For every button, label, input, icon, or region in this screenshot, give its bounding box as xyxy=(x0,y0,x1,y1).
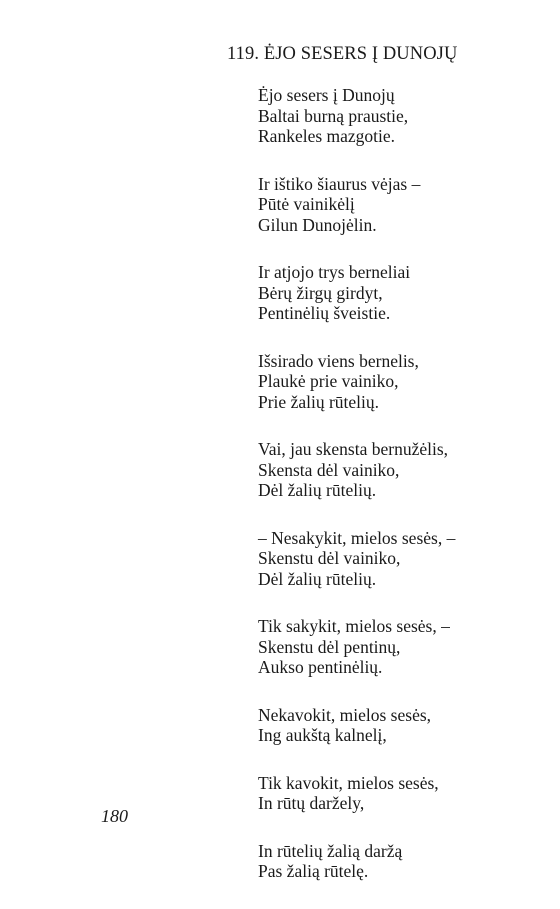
verse-line: Ir ištiko šiaurus vėjas – xyxy=(258,173,421,194)
verse-line: Vai, jau skensta bernužėlis, xyxy=(258,439,449,459)
verse-line: Skenstu dėl pentinų, xyxy=(258,636,401,657)
stanza xyxy=(258,174,548,236)
verse-line: Ir atjojo trys berneliai xyxy=(258,262,411,282)
verse-line: Plaukė prie vainiko, xyxy=(258,371,399,391)
page-number: 180 xyxy=(101,806,128,826)
verse-line: Ing aukštą kalnelį, xyxy=(258,725,387,745)
poem-title: 119. ĖJO SESERS Į DUNOJŲ xyxy=(227,44,458,64)
verse-line: Pūtė vainikėlį xyxy=(258,194,355,214)
verse-line: In rūtų daržely, xyxy=(258,793,365,813)
stanza xyxy=(258,439,548,501)
verse-line: Aukso pentinėlių. xyxy=(258,657,383,677)
stanza xyxy=(258,351,548,413)
stanza xyxy=(258,262,548,324)
verse-line: Rankeles mazgotie. xyxy=(258,126,396,146)
verse-line: Ėjo sesers į Dunojų xyxy=(258,85,395,105)
verse-line: Pas žalią rūtelę. xyxy=(258,861,369,881)
verse-line: Skenstu dėl vainiko, xyxy=(258,548,401,568)
stanza xyxy=(258,705,548,746)
verse-line: Išsirado viens bernelis, xyxy=(258,350,419,371)
verse-line: Tik kavokit, mielos sesės, xyxy=(258,772,439,793)
verse-line: Bėrų žirgų girdyt, xyxy=(258,282,383,303)
verse-line: Dėl žalių rūtelių. xyxy=(258,480,377,500)
verse-line: Prie žalių rūtelių. xyxy=(258,391,380,412)
verse-line: In rūtelių žalią daržą xyxy=(258,840,403,861)
verse-line: Dėl žalių rūtelių. xyxy=(258,568,377,589)
stanza xyxy=(258,85,548,147)
verse-line: Tik sakykit, mielos sesės, – xyxy=(258,616,450,636)
verse-line: Nekavokit, mielos sesės, xyxy=(258,704,432,725)
verse-line: Skensta dėl vainiko, xyxy=(258,459,400,480)
stanza xyxy=(258,528,548,590)
verse-line: Baltai burną praustie, xyxy=(258,105,409,126)
verse-line: Gilun Dunojėlin. xyxy=(258,214,377,235)
stanza xyxy=(258,841,548,882)
verse-line: – Nesakykit, mielos sesės, – xyxy=(258,527,456,548)
poem-body xyxy=(258,85,548,909)
stanza xyxy=(258,773,548,814)
stanza xyxy=(258,616,548,678)
verse-line: Pentinėlių šveistie. xyxy=(258,303,391,323)
